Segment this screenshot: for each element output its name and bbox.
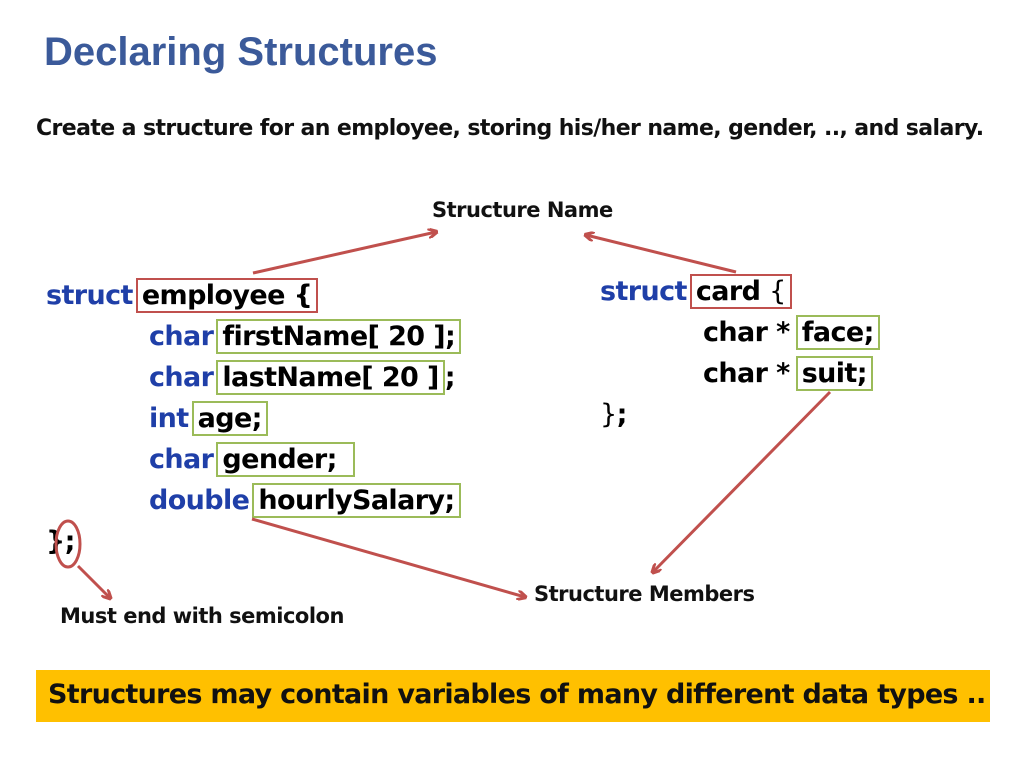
banner-text: Structures may contain variables of many different data types ..: [48, 679, 986, 710]
card-close-semicolon: ;: [616, 399, 627, 430]
struct-keyword: struct: [600, 276, 687, 307]
page-title: Declaring Structures: [44, 30, 438, 74]
arrow-card-to-name: [586, 235, 736, 272]
employee-struct-name: employee {: [136, 278, 318, 313]
arrow-employee-to-name: [253, 232, 436, 273]
member-decl: firstName[ 20 ];: [216, 319, 461, 354]
card-struct-name: card: [695, 276, 761, 307]
struct-keyword: struct: [46, 280, 133, 311]
card-struct-header: [600, 276, 792, 307]
card-struct-name-box: [690, 274, 792, 309]
subtitle: Create a structure for an employee, storing his/her name, gender, .., and salary.: [36, 116, 984, 141]
member-type: char: [149, 321, 214, 352]
member-decl: age;: [192, 401, 268, 436]
member-type: char *: [703, 358, 790, 389]
arrow-suit-to-members: [653, 392, 830, 572]
employee-member-lastname: [149, 362, 455, 393]
member-type: char *: [703, 317, 790, 348]
employee-struct-header: [46, 280, 318, 311]
structure-name-label: Structure Name: [432, 198, 613, 222]
member-type: char: [149, 362, 214, 393]
member-decl: face;: [796, 315, 880, 350]
member-semicolon: ;: [444, 362, 455, 393]
structure-members-label: Structure Members: [534, 582, 755, 606]
arrow-hourlysalary-to-members: [252, 519, 525, 597]
employee-member-hourlysalary: [149, 485, 461, 516]
card-member-suit: [703, 358, 873, 389]
member-decl: gender;: [216, 442, 354, 477]
arrow-semicolon-note: [78, 566, 110, 598]
member-decl: suit;: [796, 356, 873, 391]
summary-banner: [36, 670, 990, 722]
employee-member-gender: [149, 444, 355, 475]
card-close-brace: }: [600, 399, 617, 430]
card-member-face: [703, 317, 880, 348]
member-type: double: [149, 485, 250, 516]
card-closing: [600, 399, 627, 430]
member-type: char: [149, 444, 214, 475]
member-type: int: [149, 403, 189, 434]
member-decl: hourlySalary;: [252, 483, 460, 518]
employee-member-firstname: [149, 321, 461, 352]
card-open-brace: {: [769, 276, 786, 307]
employee-member-age: [149, 403, 268, 434]
semicolon-note-label: Must end with semicolon: [60, 604, 344, 628]
member-decl: lastName[ 20 ]: [216, 360, 444, 395]
employee-closing: };: [46, 526, 75, 557]
